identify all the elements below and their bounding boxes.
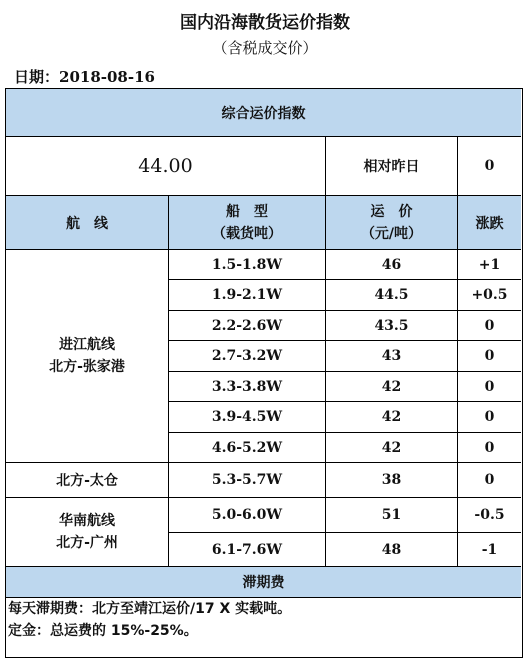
composite-index-value: 44.00	[6, 137, 326, 196]
table-row-ship: 6.1-7.6W	[169, 533, 326, 567]
date-label: 日期：	[14, 68, 60, 86]
route-group-yangtze	[6, 250, 169, 463]
table-row-change: 0	[458, 433, 521, 463]
table-row-ship: 3.3-3.8W	[169, 372, 326, 402]
table-row-change: +1	[458, 250, 521, 280]
table-row-ship: 5.3-5.7W	[169, 463, 326, 498]
table-row-freight: 42	[326, 433, 458, 463]
freight-header-line2: （元/吨）	[360, 225, 423, 242]
table-row-freight: 44.5	[326, 280, 458, 311]
table-row-ship: 1.5-1.8W	[169, 250, 326, 280]
change-header: 涨跌	[458, 196, 521, 250]
route-group-yangtze-line2: 北方-张家港	[49, 359, 125, 375]
table-row-ship: 4.6-5.2W	[169, 433, 326, 463]
demurrage-notes	[8, 598, 518, 642]
composite-index-heading: 综合运价指数	[6, 89, 521, 137]
route-header: 航 线	[6, 196, 169, 250]
table-row-ship: 3.9-4.5W	[169, 402, 326, 433]
ship-type-header-line2: （载货吨）	[212, 225, 282, 242]
deposit-rule: 定金：总运费的 15%-25%。	[8, 623, 198, 639]
route-group-taicang: 北方-太仓	[6, 463, 169, 498]
date-value: 2018-08-16	[59, 68, 155, 86]
table-row-change: -1	[458, 533, 521, 567]
table-row-freight: 42	[326, 372, 458, 402]
route-group-yangtze-line1: 进江航线	[59, 337, 115, 353]
ship-type-header	[169, 196, 326, 250]
table-row-ship: 5.0-6.0W	[169, 498, 326, 533]
freight-header-line1: 运 价	[370, 203, 413, 220]
table-row-change: 0	[458, 402, 521, 433]
table-row-change: 0	[458, 341, 521, 372]
route-group-south-china	[6, 498, 169, 567]
relative-yesterday-label: 相对昨日	[326, 137, 458, 196]
relative-yesterday-value: 0	[458, 137, 521, 196]
table-row-change: 0	[458, 372, 521, 402]
ship-type-header-line1: 船 型	[226, 203, 268, 220]
table-row-change: +0.5	[458, 280, 521, 311]
page-title: 国内沿海散货运价指数	[180, 13, 350, 33]
demurrage-heading: 滞期费	[6, 567, 521, 598]
route-group-south-china-line2: 北方-广州	[56, 535, 118, 551]
table-row-ship: 2.7-3.2W	[169, 341, 326, 372]
table-row-change: 0	[458, 463, 521, 498]
table-row-freight: 42	[326, 402, 458, 433]
table-row-freight: 43	[326, 341, 458, 372]
demurrage-rule: 每天滞期费：北方至靖江运价/17 X 实载吨。	[8, 601, 292, 617]
date-line	[14, 66, 155, 87]
page-subtitle: （含税成交价）	[212, 39, 318, 57]
table-row-ship: 1.9-2.1W	[169, 280, 326, 311]
table-row-change: -0.5	[458, 498, 521, 533]
table-row-freight: 46	[326, 250, 458, 280]
table-row-freight: 38	[326, 463, 458, 498]
table-row-freight: 48	[326, 533, 458, 567]
table-row-change: 0	[458, 311, 521, 341]
table-row-freight: 51	[326, 498, 458, 533]
table-row-ship: 2.2-2.6W	[169, 311, 326, 341]
freight-header	[326, 196, 458, 250]
table-row-freight: 43.5	[326, 311, 458, 341]
route-group-south-china-line1: 华南航线	[59, 513, 115, 529]
freight-index-table	[5, 88, 523, 658]
